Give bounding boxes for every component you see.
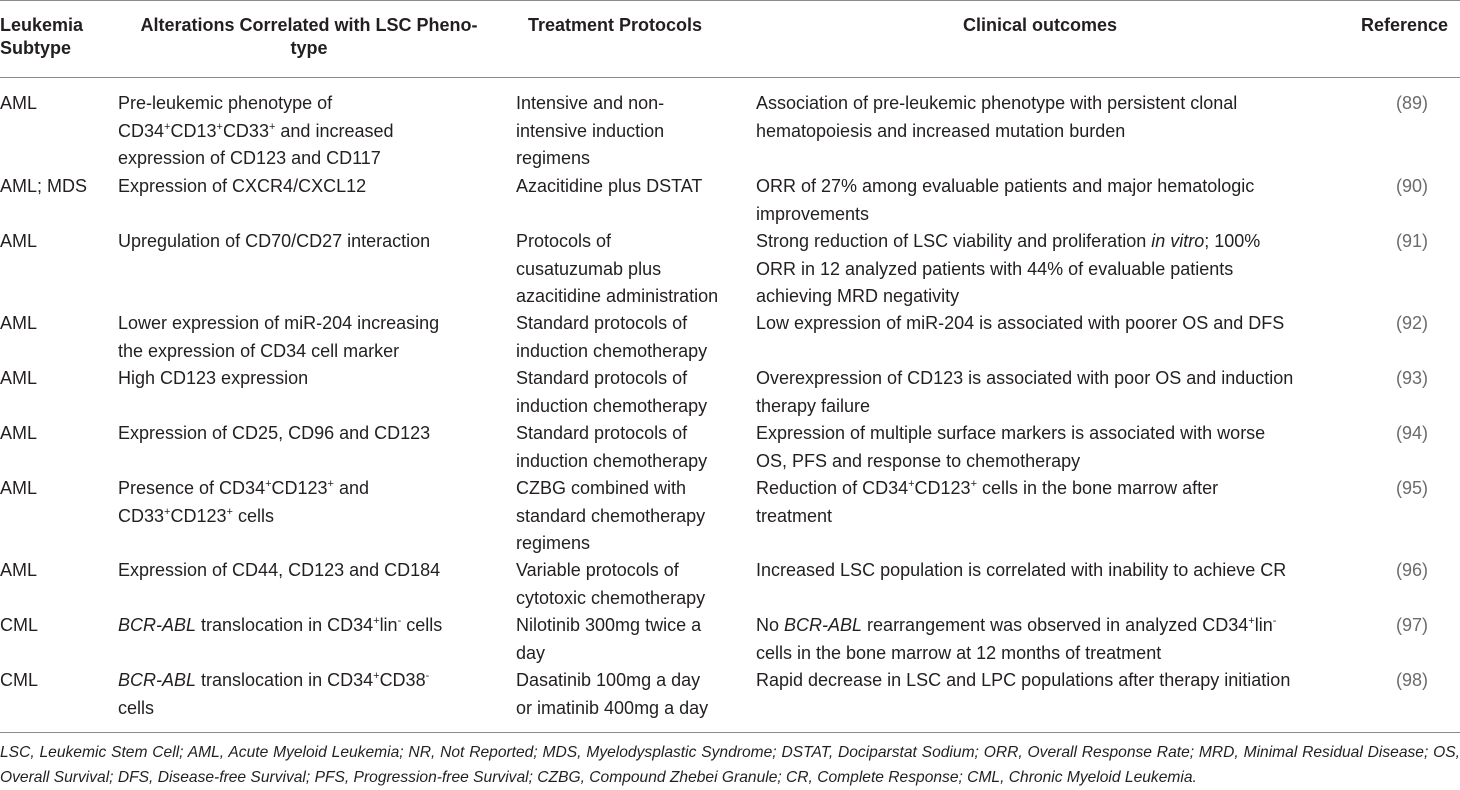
cell-line: cells in the bone marrow at 12 months of treatment: [756, 642, 1162, 663]
superscript: +: [268, 120, 276, 133]
header-rule: [0, 77, 1460, 78]
cell-outcomes: [756, 612, 1276, 667]
cell-protocols: [516, 365, 707, 420]
cell-line: hematopoiesis and increased mutation burden: [756, 120, 1126, 141]
top-rule: [0, 0, 1460, 1]
text-segment: No: [756, 615, 785, 635]
cell-line: cells: [118, 697, 155, 718]
cell-line: intensive induction: [516, 120, 665, 141]
text-segment: CD33: [222, 120, 269, 141]
header-outcomes: Clinical outcomes: [963, 15, 1118, 35]
header-alterations-line2: type: [290, 38, 328, 58]
cell-line: Expression of CD25, CD96 and CD123: [118, 423, 431, 443]
cell-outcomes: [756, 90, 1237, 145]
text-segment: Reduction of CD34: [756, 478, 909, 498]
cell-line: Nilotinib 300mg twice a: [516, 615, 702, 635]
cell-subtype: AML: [0, 560, 38, 580]
cell-line: Azacitidine plus DSTAT: [516, 176, 703, 196]
cell-line: Standard protocols of: [516, 313, 688, 333]
cell-line: [756, 612, 1276, 640]
cell-line: [118, 503, 369, 531]
cell-line: improvements: [756, 203, 870, 224]
cell-reference[interactable]: (94): [1396, 423, 1429, 443]
superscript: -: [425, 670, 430, 682]
cell-protocols: [516, 557, 705, 612]
cell-subtype: AML: [0, 231, 38, 251]
cell-line: Upregulation of CD70/CD27 interaction: [118, 231, 431, 251]
text-segment: CD123: [170, 505, 227, 526]
cell-line: Rapid decrease in LSC and LPC populations after therapy initiation: [756, 670, 1291, 690]
cell-line: Increased LSC population is correlated with inability to achieve CR: [756, 560, 1287, 580]
cell-outcomes: [756, 365, 1293, 420]
cell-reference[interactable]: (90): [1396, 176, 1429, 196]
header-protocols: Treatment Protocols: [528, 15, 703, 35]
cell-outcomes: [756, 228, 1260, 311]
bottom-rule: [0, 732, 1460, 733]
superscript: +: [373, 615, 380, 627]
cell-subtype: AML: [0, 423, 38, 443]
cell-line: Standard protocols of: [516, 368, 688, 388]
italic-text: in vitro: [1151, 231, 1205, 251]
cell-line: OS, PFS and response to chemotherapy: [756, 450, 1081, 471]
cell-line: azacitidine administration: [516, 286, 719, 306]
cell-reference[interactable]: (89): [1396, 93, 1429, 113]
text-segment: CD34: [118, 120, 165, 141]
cell-subtype: CML: [0, 670, 39, 690]
superscript: +: [908, 478, 915, 490]
cell-line: Dasatinib 100mg a day: [516, 670, 701, 690]
cell-line: ORR in 12 analyzed patients with 44% of evaluable patients: [756, 258, 1234, 279]
superscript: +: [164, 120, 171, 133]
cell-outcomes: [756, 667, 1290, 695]
cell-line: induction chemotherapy: [516, 450, 708, 471]
cell-alterations: [118, 612, 442, 640]
text-segment: lin: [379, 615, 398, 635]
cell-outcomes: [756, 475, 1218, 530]
cell-subtype: CML: [0, 615, 39, 635]
cell-protocols: [516, 310, 707, 365]
header-subtype-line1: Leukemia: [0, 15, 84, 35]
text-segment: lin: [1254, 615, 1273, 635]
superscript: +: [226, 505, 233, 518]
cell-line: [756, 228, 1260, 256]
italic-text: BCR-ABL: [118, 670, 197, 690]
superscript: +: [164, 505, 171, 518]
table-footnote: LSC, Leukemic Stem Cell; AML, Acute Myeloid Leukemia; NR, Not Reported; MDS, Myelodysplastic Syndrome; DSTAT, Dociparstat Sodium; ORR, Overall Response Rate; MRD, Minimal Residual Disease; OS, Overall Survival; DFS, Disease-free Survival; PFS, Progression-free Survival; CZBG, Compound Zhebei Granule; CR, Complete Response; CML, Chronic Myeloid Leukemia.: [0, 744, 1460, 786]
text-segment: CD123: [914, 478, 971, 498]
cell-line: Overexpression of CD123 is associated with poor OS and induction: [756, 368, 1294, 388]
cell-protocols: [516, 90, 664, 173]
cell-alterations: [118, 365, 308, 393]
cell-protocols: [516, 612, 701, 667]
cell-line: [118, 118, 394, 146]
superscript: +: [1248, 615, 1255, 627]
cell-line: ORR of 27% among evaluable patients and major hematologic: [756, 176, 1255, 196]
cell-outcomes: [756, 173, 1254, 228]
header-alterations: [118, 14, 500, 60]
cell-reference[interactable]: (96): [1396, 560, 1429, 580]
text-segment: cells: [232, 505, 274, 526]
superscript: -: [1272, 615, 1277, 627]
cell-line: regimens: [516, 533, 591, 553]
cell-line: [756, 475, 1218, 503]
cell-line: CZBG combined with: [516, 478, 687, 498]
cell-line: achieving MRD negativity: [756, 286, 960, 306]
cell-line: Expression of CD44, CD123 and CD184: [118, 560, 441, 580]
cell-alterations: [118, 557, 440, 585]
superscript: +: [327, 478, 334, 490]
cell-reference[interactable]: (91): [1396, 231, 1429, 251]
text-segment: Strong reduction of LSC viability and proliferation: [756, 231, 1152, 251]
cell-line: Association of pre-leukemic phenotype with persistent clonal: [756, 93, 1238, 113]
superscript: +: [373, 670, 380, 682]
text-segment: Presence of CD34: [118, 478, 266, 498]
italic-text: BCR-ABL: [784, 615, 863, 635]
text-segment: translocation in CD34: [196, 670, 374, 690]
text-segment: rearrangement was observed in analyzed CD34: [862, 615, 1249, 635]
cell-line: Lower expression of miR-204 increasing: [118, 313, 440, 333]
superscript: +: [970, 478, 977, 490]
text-segment: ; 100%: [1204, 231, 1261, 251]
cell-protocols: [516, 420, 707, 475]
cell-line: therapy failure: [756, 395, 871, 416]
cell-subtype: AML: [0, 313, 38, 333]
cell-line: standard chemotherapy: [516, 505, 706, 526]
cell-line: cusatuzumab plus: [516, 258, 662, 279]
cell-alterations: [118, 420, 430, 448]
superscript: +: [216, 120, 223, 133]
cell-alterations: [118, 475, 369, 530]
cell-protocols: [516, 667, 708, 722]
cell-reference[interactable]: (92): [1396, 313, 1429, 333]
cell-line: Variable protocols of: [516, 560, 679, 580]
cell-line: [118, 667, 429, 695]
cell-outcomes: [756, 420, 1265, 475]
cell-line: Standard protocols of: [516, 423, 688, 443]
cell-subtype: AML: [0, 93, 38, 113]
header-alterations-line1: Alterations Correlated with LSC Pheno-: [140, 15, 478, 35]
text-segment: cells: [401, 615, 443, 635]
cell-subtype: AML: [0, 368, 38, 388]
cell-line: Expression of CXCR4/CXCL12: [118, 176, 367, 196]
cell-subtype: AML; MDS: [0, 176, 88, 196]
cell-protocols: [516, 228, 718, 311]
cell-line: induction chemotherapy: [516, 340, 708, 361]
cell-alterations: [118, 667, 429, 722]
cell-alterations: [118, 310, 439, 365]
text-segment: CD38: [379, 670, 426, 690]
cell-line: cytotoxic chemotherapy: [516, 587, 706, 608]
text-segment: CD123: [271, 478, 328, 498]
superscript: -: [397, 615, 402, 627]
cell-line: Low expression of miR-204 is associated with poorer OS and DFS: [756, 313, 1285, 333]
text-segment: translocation in CD34: [196, 615, 374, 635]
cell-line: Expression of multiple surface markers is associated with worse: [756, 423, 1266, 443]
cell-outcomes: [756, 310, 1284, 338]
cell-alterations: [118, 228, 430, 256]
header-subtype-line2: Subtype: [0, 38, 72, 58]
text-segment: CD33: [118, 505, 165, 526]
cell-line: Pre-leukemic phenotype of: [118, 93, 333, 113]
text-segment: cells in the bone marrow after: [977, 478, 1219, 498]
cell-line: High CD123 expression: [118, 368, 309, 388]
cell-reference[interactable]: (93): [1396, 368, 1429, 388]
cell-reference[interactable]: (97): [1396, 615, 1429, 635]
cell-alterations: [118, 90, 394, 173]
superscript: +: [265, 478, 272, 490]
cell-line: day: [516, 642, 546, 663]
cell-alterations: [118, 173, 366, 201]
cell-reference[interactable]: (98): [1396, 670, 1429, 690]
cell-line: the expression of CD34 cell marker: [118, 340, 400, 361]
cell-protocols: [516, 475, 705, 558]
text-segment: and increased: [275, 120, 394, 141]
cell-outcomes: [756, 557, 1286, 585]
cell-line: treatment: [756, 505, 833, 526]
cell-line: Protocols of: [516, 231, 612, 251]
cell-line: Intensive and non-: [516, 93, 665, 113]
cell-line: induction chemotherapy: [516, 395, 708, 416]
header-subtype: [0, 14, 83, 60]
cell-line: [118, 612, 442, 640]
cell-reference[interactable]: (95): [1396, 478, 1429, 498]
cell-line: or imatinib 400mg a day: [516, 697, 709, 718]
italic-text: BCR-ABL: [118, 615, 197, 635]
cell-line: expression of CD123 and CD117: [118, 148, 381, 168]
cell-protocols: [516, 173, 702, 201]
cell-line: [118, 475, 369, 503]
cell-line: regimens: [516, 148, 591, 168]
text-segment: and: [333, 478, 370, 498]
cell-subtype: AML: [0, 478, 38, 498]
header-reference: Reference: [1361, 15, 1449, 35]
text-segment: CD13: [170, 120, 217, 141]
